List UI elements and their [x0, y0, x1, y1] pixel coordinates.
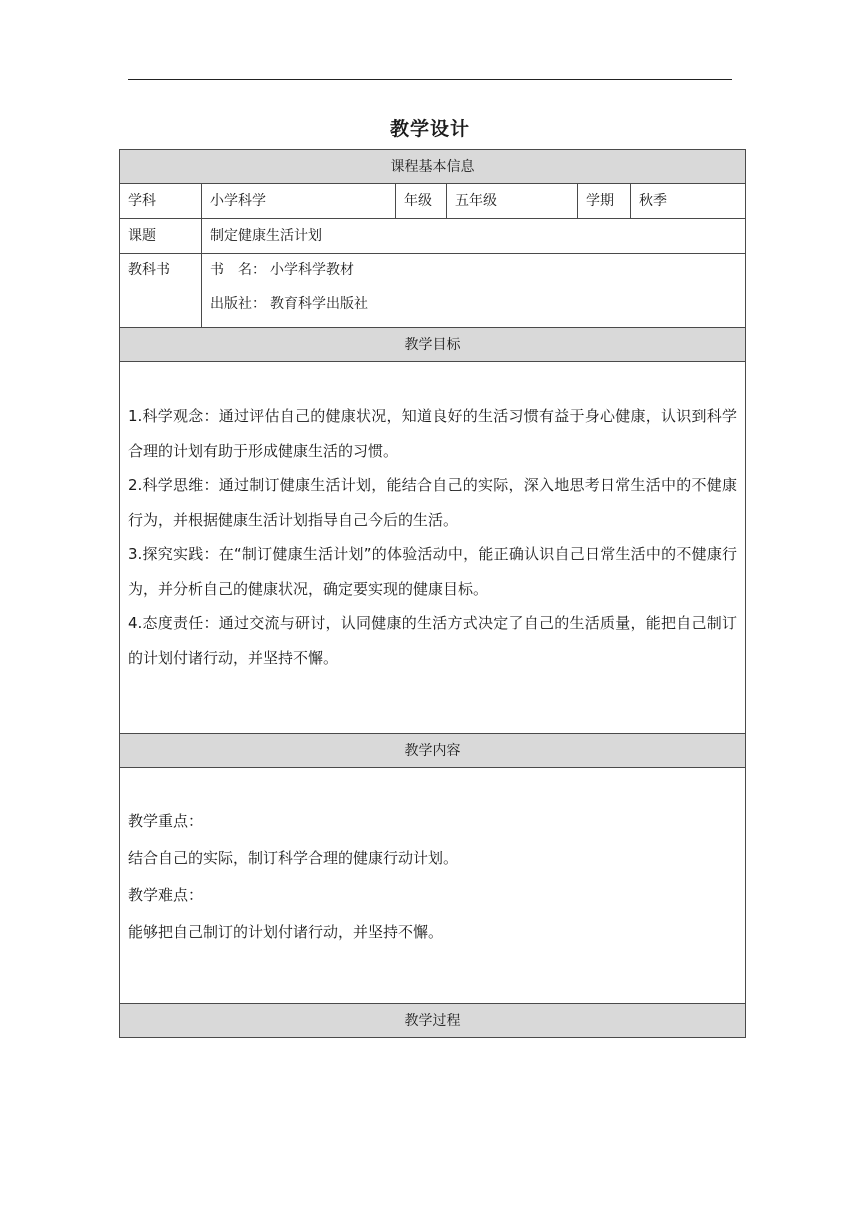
topic-value: 制定健康生活计划	[202, 219, 746, 254]
publisher-value: 教育科学出版社	[270, 296, 368, 312]
term-label: 学期	[578, 184, 631, 219]
grade-value: 五年级	[447, 184, 578, 219]
section-basic-info: 课程基本信息	[120, 150, 746, 184]
publisher-line	[210, 294, 737, 314]
subject-value: 小学科学	[202, 184, 396, 219]
subject-label: 学科	[120, 184, 202, 219]
header-rule	[128, 79, 732, 80]
grade-label: 年级	[396, 184, 447, 219]
goal-item-2: 2.科学思维：通过制订健康生活计划，能结合自己的实际，深入地思考日常生活中的不健康行为，并根据健康生活计划指导自己今后的生活。	[128, 476, 738, 529]
book-name-key: 书 名：	[210, 262, 266, 278]
difficulties-label: 教学难点：	[128, 886, 204, 904]
book-name-value: 小学科学教材	[270, 262, 354, 278]
goal-item-1: 1.科学观念：通过评估自己的健康状况，知道良好的生活习惯有益于身心健康，认识到科学合理的计划有助于形成健康生活的习惯。	[128, 407, 738, 460]
term-value: 秋季	[631, 184, 746, 219]
goals-body	[120, 362, 746, 734]
lesson-plan-table	[119, 149, 746, 1038]
textbook-details	[202, 254, 746, 328]
section-content: 教学内容	[120, 734, 746, 768]
goal-item-3: 3.探究实践：在“制订健康生活计划”的体验活动中，能正确认识自己日常生活中的不健康行为，并分析自己的健康状况，确定要实现的健康目标。	[128, 545, 738, 598]
textbook-label: 教科书	[120, 254, 202, 328]
key-points-text: 结合自己的实际，制订科学合理的健康行动计划。	[128, 849, 459, 867]
content-body	[120, 768, 746, 1004]
section-goals: 教学目标	[120, 328, 746, 362]
document-title: 教学设计	[389, 118, 470, 140]
section-process: 教学过程	[120, 1004, 746, 1038]
topic-label: 课题	[120, 219, 202, 254]
key-points-label: 教学重点：	[128, 812, 204, 830]
publisher-key: 出版社：	[210, 296, 266, 312]
book-name-line	[210, 260, 737, 280]
goal-item-4: 4.态度责任：通过交流与研讨，认同健康的生活方式决定了自己的生活质量，能把自己制订的计划付诸行动，并坚持不懈。	[128, 614, 738, 667]
difficulties-text: 能够把自己制订的计划付诸行动，并坚持不懈。	[128, 923, 444, 941]
